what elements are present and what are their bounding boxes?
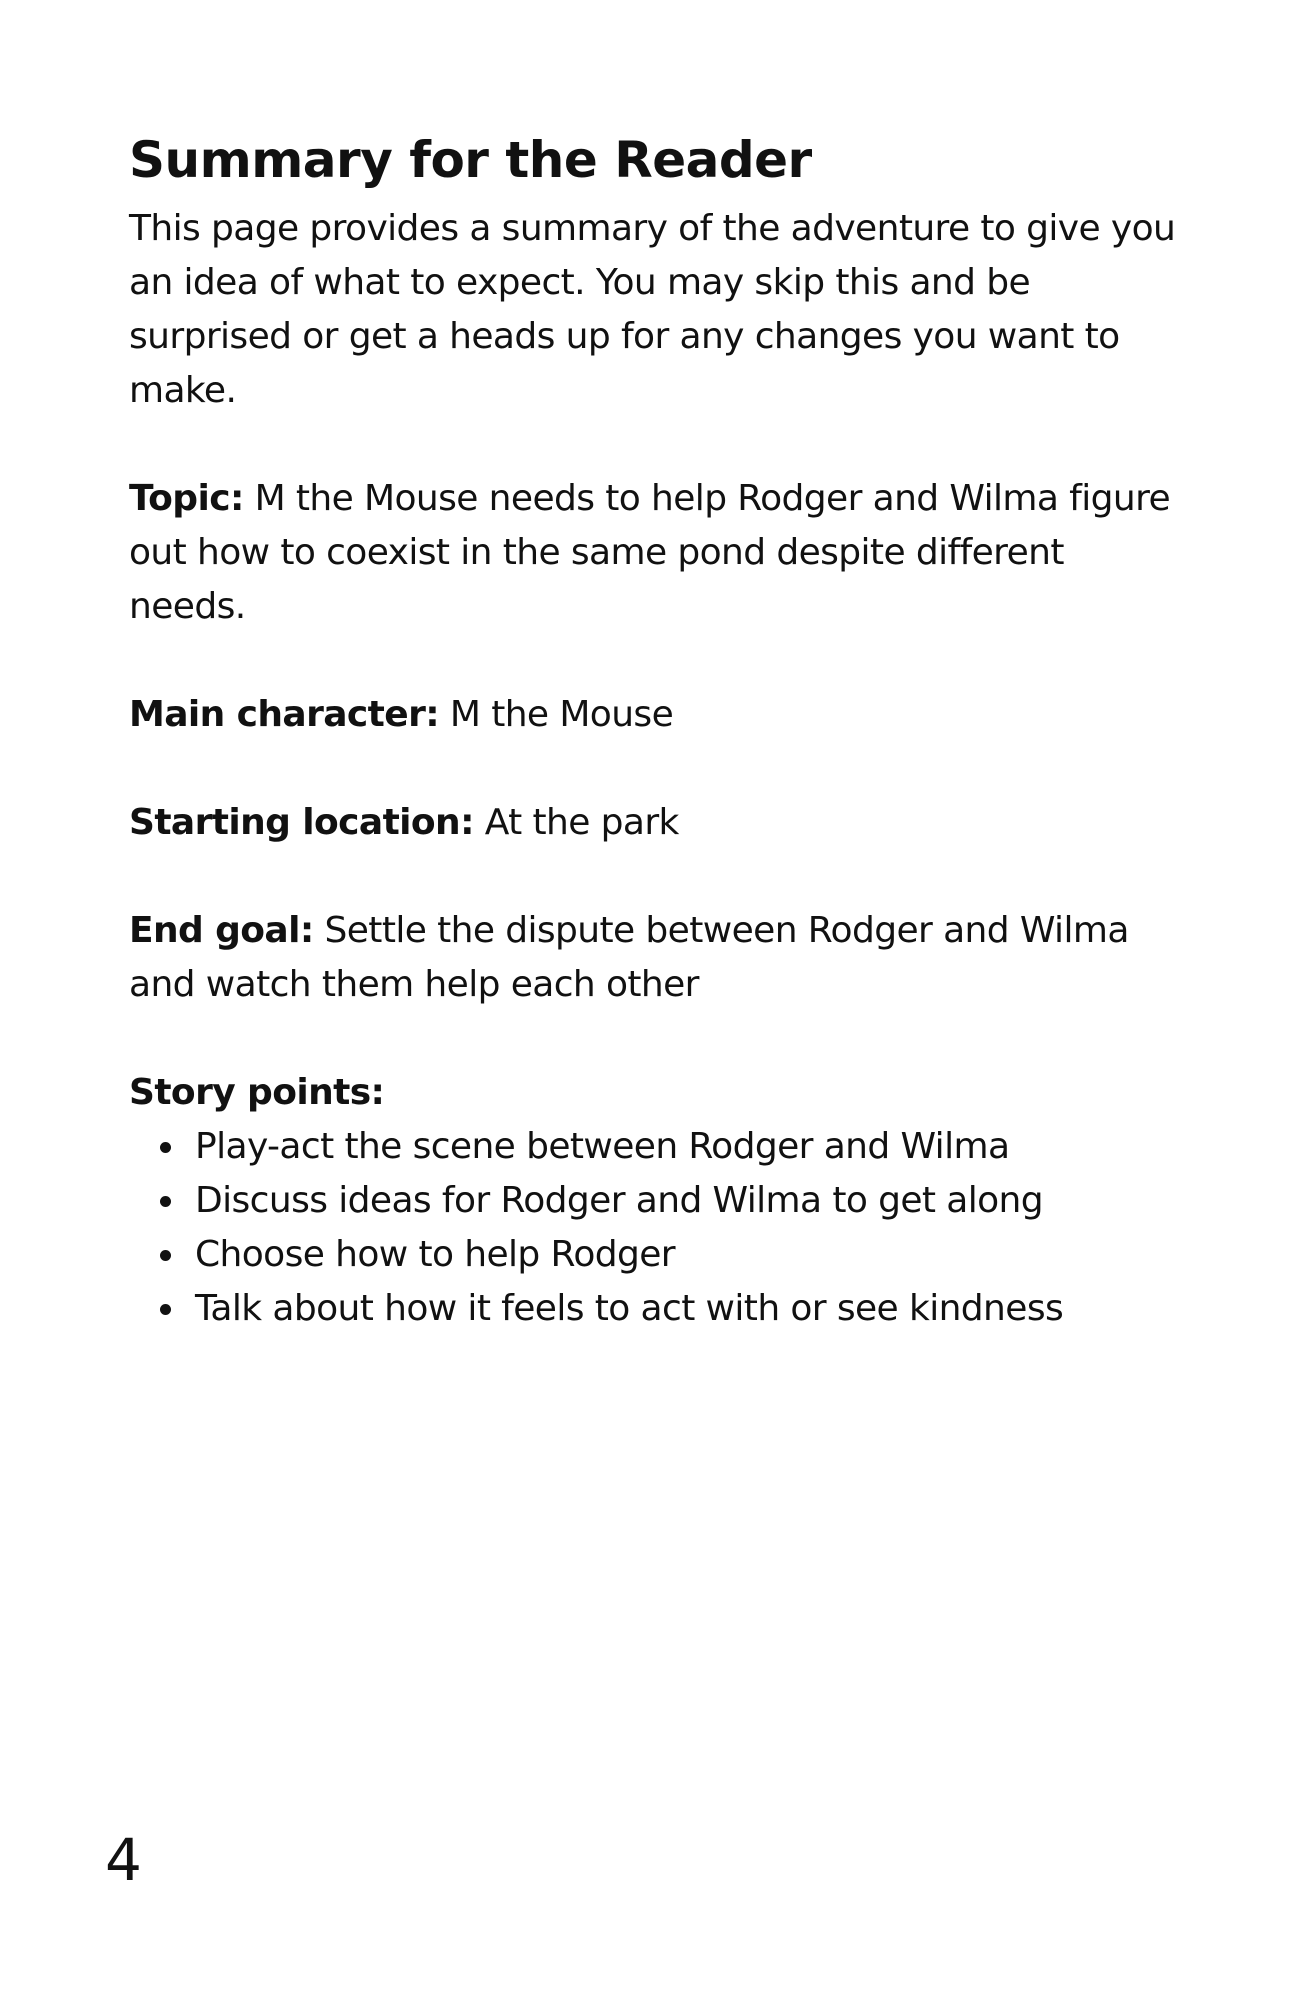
bullet-icon: [160, 1250, 171, 1261]
end-goal-section: [129, 904, 1179, 1012]
main-character-label: Main character:: [129, 694, 440, 735]
topic-text: M the Mouse needs to help Rodger and Wilma figure out how to coexist in the same pond despite different needs.: [129, 478, 1171, 627]
main-character-section: [129, 688, 1179, 742]
page-title: Summary for the Reader: [129, 131, 812, 189]
bullet-icon: [160, 1304, 171, 1315]
main-character-text: M the Mouse: [449, 694, 674, 735]
topic-section: [129, 472, 1179, 634]
story-point-text: Choose how to help Rodger: [195, 1234, 676, 1275]
story-points-section: [129, 1066, 1179, 1120]
story-points-label: Story points:: [129, 1072, 385, 1113]
starting-location-section: [129, 796, 1179, 850]
bullet-icon: [160, 1196, 171, 1207]
story-point-text: Discuss ideas for Rodger and Wilma to get along: [195, 1180, 1044, 1221]
end-goal-label: End goal:: [129, 910, 314, 951]
starting-location-text: At the park: [484, 802, 679, 843]
spacer: [129, 634, 1179, 688]
page-number: 4: [105, 1826, 142, 1894]
list-item: [129, 1174, 1179, 1228]
bullet-icon: [160, 1142, 171, 1153]
story-points-list: [129, 1120, 1179, 1336]
topic-label: Topic:: [129, 478, 244, 519]
spacer: [129, 1012, 1179, 1066]
spacer: [129, 850, 1179, 904]
spacer: [129, 418, 1179, 472]
summary-page: [129, 128, 1179, 1336]
list-item: [129, 1120, 1179, 1174]
spacer: [129, 742, 1179, 796]
list-item: [129, 1282, 1179, 1336]
story-point-text: Talk about how it feels to act with or see kindness: [195, 1288, 1064, 1329]
story-point-text: Play-act the scene between Rodger and Wilma: [195, 1126, 1010, 1167]
starting-location-label: Starting location:: [129, 802, 474, 843]
list-item: [129, 1228, 1179, 1282]
end-goal-text: Settle the dispute between Rodger and Wilma and watch them help each other: [129, 910, 1129, 1005]
intro-paragraph: This page provides a summary of the adventure to give you an idea of what to expect. You may skip this and be surprised or get a heads up for any changes you want to make.: [129, 208, 1176, 411]
